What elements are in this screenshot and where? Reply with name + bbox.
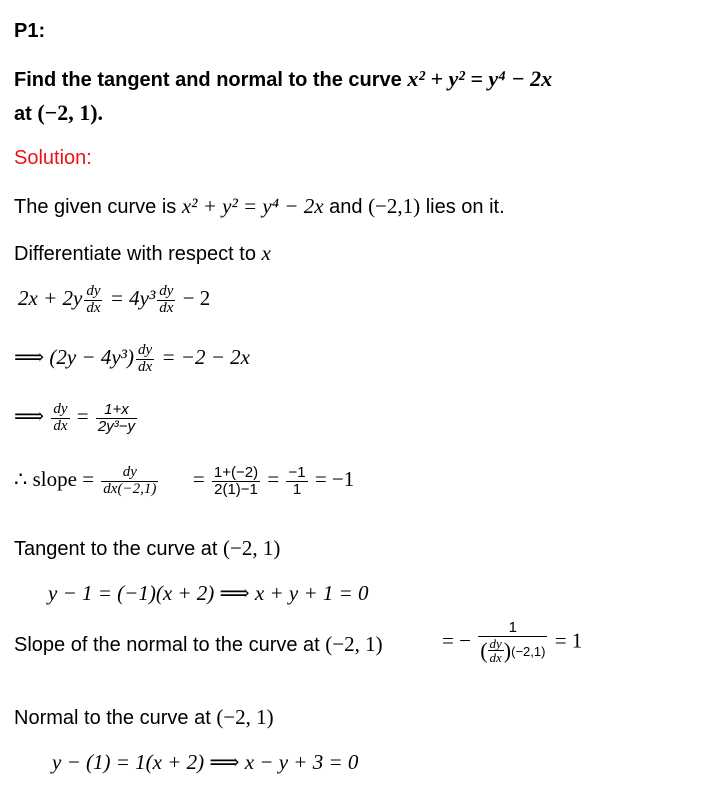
problem-find-text: Find the tangent and normal to the curve [14, 69, 402, 91]
normal-slope-point: (−2, 1) [325, 632, 383, 656]
differentiate-var: x [261, 241, 271, 265]
eq3-derivative [51, 402, 69, 435]
equation-3 [14, 402, 139, 435]
eq1-derivative [84, 284, 102, 317]
eq4-eq-3: = [267, 467, 280, 492]
eq2-dy: dy [137, 342, 153, 358]
eq2-derivative [136, 343, 154, 376]
normal-slope-at: (−2,1) [511, 643, 546, 659]
eq4-derivative [101, 465, 158, 498]
normal-slope-dy: dy [489, 635, 502, 651]
given-expr: x² + y² = y⁴ − 2x [181, 194, 324, 218]
given-point: (−2,1) [368, 194, 421, 218]
eq1-lhs: 2x + 2y [18, 286, 83, 311]
differentiate-line [14, 241, 271, 266]
solution-heading: Solution: [14, 147, 92, 169]
given-and: and [329, 196, 363, 218]
equation-4-slope [14, 465, 354, 498]
eq4-den2: 1 [292, 480, 302, 498]
problem-statement-line2 [14, 100, 103, 126]
eq2-arrow: ⟹ [14, 345, 45, 370]
problem-curve-expr: x² + y² = y⁴ − 2x [407, 66, 553, 91]
eq2-dx: dx [137, 358, 153, 375]
eq4-dx-at: dx(−2,1) [103, 480, 157, 497]
equation-2 [14, 343, 250, 376]
eq4-dy: dy [101, 465, 158, 482]
problem-at-text: at [14, 103, 32, 125]
normal-slope-expression [442, 620, 582, 665]
eq4-num1: 1+(−2) [213, 464, 259, 481]
normal-point: (−2, 1) [216, 705, 274, 729]
eq2-lhs: (2y − 4y³) [49, 345, 134, 370]
eq3-arrow: ⟹ [14, 404, 45, 429]
eq4-fraction-2 [286, 465, 307, 498]
normal-slope-result: = 1 [554, 628, 583, 653]
given-suffix: lies on it. [425, 196, 505, 218]
eq4-num2: −1 [288, 464, 306, 481]
tangent-heading [14, 536, 280, 561]
eq4-result: = −1 [314, 467, 355, 492]
normal-slope-eq: = − [442, 628, 471, 653]
normal-slope-fraction [478, 620, 547, 665]
given-prefix: The given curve is [14, 196, 177, 218]
normal-slope-text: Slope of the normal to the curve at [14, 634, 320, 656]
eq2-rhs: = −2 − 2x [161, 345, 250, 370]
given-line [14, 194, 505, 219]
eq1-dy: dy [86, 283, 101, 299]
eq1-dx-2: dx [159, 299, 174, 316]
problem-label: P1: [14, 20, 46, 42]
eq4-eq: = [82, 467, 95, 492]
eq4-fraction-1 [212, 465, 260, 498]
eq1-mid: = 4y³ [109, 286, 156, 311]
eq4-eq-2: = [192, 467, 205, 492]
eq4-den1: 2(1)−1 [214, 480, 258, 498]
differentiate-text: Differentiate with respect to [14, 243, 256, 265]
eq3-num: 1+x [96, 402, 137, 419]
normal-slope-line [14, 632, 383, 657]
problem-point: (−2, 1). [37, 100, 104, 125]
problem-statement [14, 66, 552, 92]
tangent-text: Tangent to the curve at [14, 538, 218, 560]
tangent-equation: y − 1 = (−1)(x + 2) ⟹ x + y + 1 = 0 [48, 581, 369, 605]
tangent-point: (−2, 1) [223, 536, 281, 560]
equation-1 [18, 284, 210, 317]
normal-equation: y − (1) = 1(x + 2) ⟹ x − y + 3 = 0 [52, 750, 359, 774]
normal-slope-num: 1 [478, 620, 547, 637]
normal-text: Normal to the curve at [14, 707, 211, 729]
eq1-rhs-tail: − 2 [182, 286, 211, 311]
eq3-den: 2y³−y [97, 417, 135, 435]
eq1-dy-2: dy [159, 283, 174, 299]
eq1-derivative-2 [157, 284, 175, 317]
normal-heading [14, 705, 274, 730]
normal-slope-den: ( $\frac{dy}{dx}$ )(−2,1) [480, 635, 546, 666]
eq1-dx: dx [86, 299, 101, 316]
eq4-slope-word: slope [32, 467, 77, 492]
eq3-dx: dx [53, 417, 68, 434]
eq3-eq: = [76, 404, 89, 429]
eq3-fraction [96, 402, 137, 435]
normal-slope-dx: dx [489, 650, 502, 666]
eq4-therefore: ∴ [14, 467, 28, 492]
eq3-dy: dy [53, 401, 68, 417]
